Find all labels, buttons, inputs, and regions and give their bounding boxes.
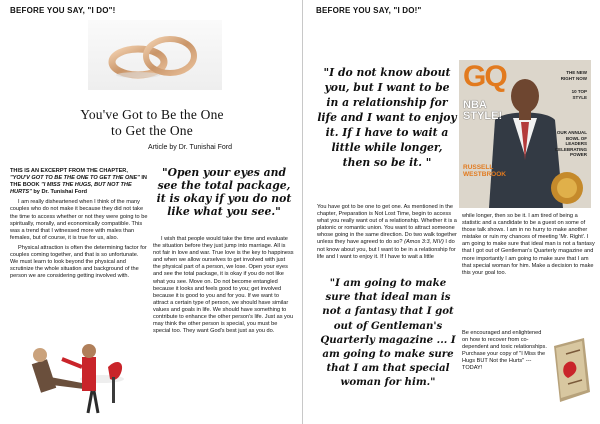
left-column-2: [153, 236, 294, 338]
book-promo: [462, 330, 548, 376]
gq-logo: GQ: [463, 60, 506, 93]
pull-quote-1: "I do not know about you, but I want to be in a relationship for life and I want to enjoy it. If I have to wait a little while longer, then so be it. ": [317, 66, 457, 169]
page-header: BEFORE YOU SAY, "I DO"!: [10, 6, 116, 15]
left-column-1: [10, 168, 148, 283]
paragraph: You have got to be one to get one. As mentioned in the chapter, Preparation is Not Lost Time, begin to access what you really want out of a relationship. Whether it is a platonic or romantic union. You want to attract someone whose going in the same direction. Do two walk together unless they have agreed to do so? (Amos 3:3, NIV) I do not know about you, but I want to be in a relationship for life and I want to enjoy it. If I have to wait a little: [317, 204, 457, 260]
cover-sidebar: THE NEW RIGHT NOW 10 TOP STYLE OUR ANNUAL BOWL OF LEADERS CELEBRATING POWER: [554, 70, 587, 157]
article-title: You've Got to Be the One to Get the One: [80, 107, 224, 138]
cover-headline: NBA STYLE!: [463, 99, 503, 122]
couple-photo: [22, 337, 134, 415]
right-column-2: [462, 213, 596, 280]
book-cover-image: [550, 336, 594, 404]
cover-name: RUSSELL WESTBROOK: [463, 164, 506, 178]
excerpt-note: THIS IS AN EXCERPT FROM THE CHAPTER, "YOU'V GOT TO BE THE ONE TO GET THE ONE" IN THE BOOK "I MISS THE HUGS, BUT NOT THE HURTS" by Dr. Tunishai Ford: [10, 168, 147, 196]
paragraph: I am really disheartened when I think of the many couples who do not make it because they did not take the time to access whether or not they were going to be spiritually, morally, and economically compatible. This was a trend that I witnessed more with males than females, but of course, it is true for us, also.: [10, 199, 148, 241]
right-column-1: [317, 204, 458, 264]
byline: Article by Dr. Tunishai Ford: [148, 144, 233, 151]
page-header: BEFORE YOU SAY, "I DO!": [316, 6, 422, 15]
right-page: [302, 0, 600, 424]
paragraph: while longer, then so be it. I am tired of being a statistic and a candidate to be a guest on some of those talk shows. I am in no hurry to make another mistake or ruin my chances of meeting 'Mr. Right'. I am going to make sure that ideal man is not a fantasy that I got out of Gentleman's Quarterly magazine and more importantly I am going to make sure that I am that special woman for him. Make a decision to make this your goal too.: [462, 213, 595, 276]
promo-text: Be encouraged and enlightened on how to recover from co-dependent and toxic relationships. Purchase your copy of "I Miss the Hugs BUT Not the Hurts" --- TODAY!: [462, 330, 547, 372]
pull-quote: "Open your eyes and see the total package, it is okay if you do not like what you see.": [156, 166, 292, 218]
paragraph: Physical attraction is often the determining factor for couples coming together, and that is so unfortunate. We must learn to look beyond the physical and scrutinize the whole situation and background of the person we are considering getting involved with.: [10, 244, 147, 280]
paragraph: I wish that people would take the time and evaluate the situation before they just jump into marriage. All is not fair in love and war. True love is the key to happiness and when we allow ourselves to get involved with just the physical part of a person, we lose. Open your eyes and see the total package, it is okay if you do not like what you see. Move on. Do not become entangled because it looks and feels good to you; get involved because it is good to you and for you. If we want to attract a certain type of person, we should have similar values and goals in life. We should have something to contribute to enhance the other person's life. Just as you may think the other person is special, you must be special too. They want God's best just as you do.: [153, 236, 294, 335]
wedding-rings-image: [88, 20, 222, 90]
pull-quote-2: "I am going to make sure that ideal man is not a fantasy that I got out of Gentleman's Quarterly magazine ... I am going to make sure that I am that special woman for him.": [320, 277, 456, 389]
gq-magazine-cover: [459, 60, 591, 208]
